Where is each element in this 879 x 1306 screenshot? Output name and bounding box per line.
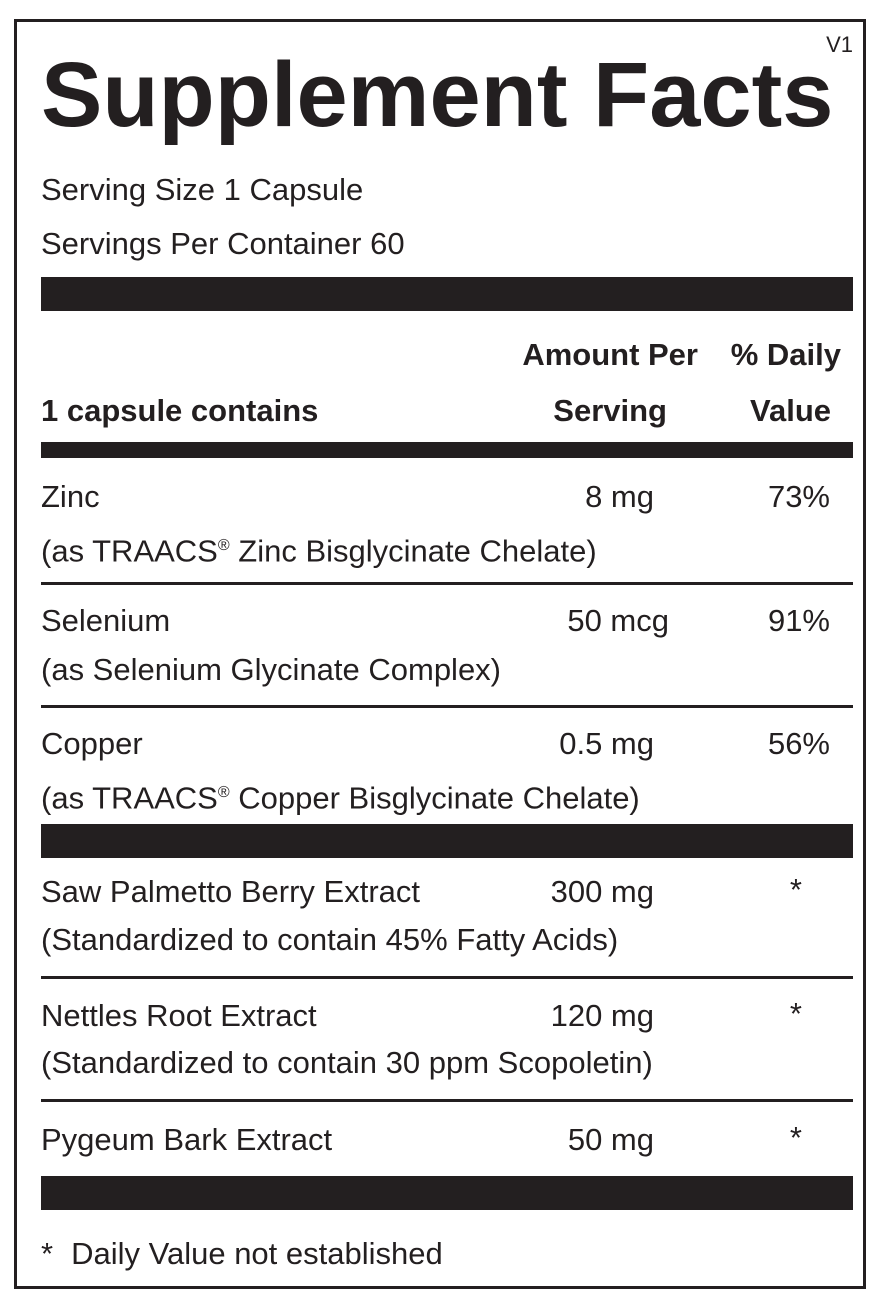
divider-bar-header xyxy=(41,442,853,458)
nutrient-detail: (as Selenium Glycinate Complex) xyxy=(41,652,502,687)
nutrient-amount: 50 mcg xyxy=(567,603,669,638)
amount-header-line1: Amount Per xyxy=(522,337,698,372)
nutrient-detail: (as TRAACS® Copper Bisglycinate Chelate) xyxy=(41,780,640,816)
servings-per-container: Servings Per Container 60 xyxy=(41,226,405,261)
nutrient-dv: 56% xyxy=(767,726,830,761)
nutrient-amount: 0.5 mg xyxy=(559,726,654,761)
botanical-dv: * xyxy=(789,1120,802,1155)
row-label-header: 1 capsule contains xyxy=(41,393,319,428)
botanical-detail: (Standardized to contain 30 ppm Scopoletin) xyxy=(41,1045,653,1080)
nutrient-name: Zinc xyxy=(41,479,100,514)
nutrient-dv: 91% xyxy=(767,603,830,638)
footnote-star: * xyxy=(41,1236,54,1271)
footnote xyxy=(41,1236,443,1272)
dv-header-line1: % Daily xyxy=(730,337,841,372)
amount-header-line2: Serving xyxy=(553,393,667,428)
divider-bar-bottom xyxy=(41,1176,853,1210)
nutrient-dv: 73% xyxy=(767,479,830,514)
botanical-name: Saw Palmetto Berry Extract xyxy=(41,874,421,909)
divider-bar-top xyxy=(41,277,853,311)
botanical-detail: (Standardized to contain 45% Fatty Acids) xyxy=(41,922,619,957)
nutrient-amount: 8 mg xyxy=(585,479,654,514)
dv-header-line2: Value xyxy=(750,393,831,428)
botanical-amount: 300 mg xyxy=(550,874,654,909)
botanical-amount: 120 mg xyxy=(550,998,654,1033)
serving-size: Serving Size 1 Capsule xyxy=(41,172,364,207)
botanical-dv: * xyxy=(789,996,802,1031)
panel-title: Supplement Facts xyxy=(41,44,834,146)
botanical-dv: * xyxy=(789,872,802,907)
row-rule xyxy=(41,976,853,979)
row-rule xyxy=(41,1099,853,1102)
botanical-name: Nettles Root Extract xyxy=(41,998,317,1033)
divider-bar-middle xyxy=(41,824,853,858)
version-label: V1 xyxy=(826,32,853,57)
botanical-amount: 50 mg xyxy=(567,1122,654,1157)
registered-mark: ® xyxy=(217,537,230,554)
supplement-facts-panel xyxy=(14,19,866,1289)
row-rule xyxy=(41,705,853,708)
footnote-text: Daily Value not established xyxy=(71,1236,443,1271)
botanical-name: Pygeum Bark Extract xyxy=(41,1122,333,1157)
row-rule xyxy=(41,582,853,585)
nutrient-name: Selenium xyxy=(41,603,171,638)
registered-mark: ® xyxy=(217,784,230,801)
nutrient-detail: (as TRAACS® Zinc Bisglycinate Chelate) xyxy=(41,533,597,569)
nutrient-name: Copper xyxy=(41,726,143,761)
